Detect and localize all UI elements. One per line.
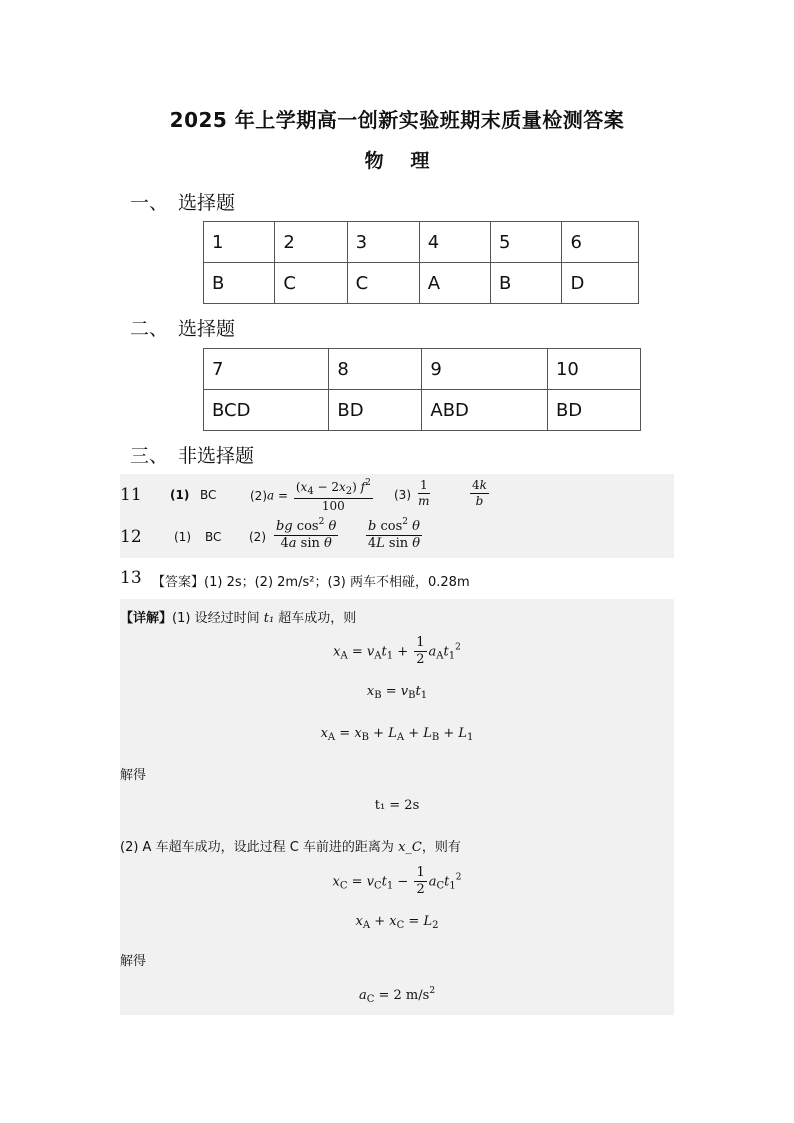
section-1-heading [130, 188, 235, 215]
q13-answer [152, 571, 470, 590]
q12-part2-label: (2) [249, 530, 266, 544]
question-number: 6 [562, 222, 639, 263]
answer-cell: B [204, 263, 275, 304]
question-number: 5 [491, 222, 562, 263]
subject-char-1: 物 [364, 150, 384, 172]
question-number: 10 [547, 349, 640, 390]
equation-xA: $x_A = v_At_1$ + $\frac{1}{2}$ $a_At_1^2$ [333, 635, 461, 668]
q13-part2-end: ，则有 [421, 840, 461, 855]
q13-answer-text: (1) 2s；(2) 2m/s²；(3) 两车不相碰，0.28m [204, 575, 470, 590]
q11-part1-answer: BC [200, 488, 217, 502]
solve-label-2: 解得 [120, 954, 147, 969]
section-1-label: 选择题 [178, 192, 236, 214]
section-2-heading [130, 314, 235, 341]
question-number: 8 [329, 349, 422, 390]
q13-detail-var: t₁ [263, 611, 275, 626]
equation-aC: $a_C = 2$ $m/s^2$ [358, 986, 436, 1005]
section-1-number: 一、 [130, 192, 169, 214]
question-number: 3 [347, 222, 419, 263]
section-3-label: 非选择题 [178, 445, 255, 467]
answer-cell: D [562, 263, 639, 304]
page-title: 2025 年上学期高一创新实验班期末质量检测答案 [169, 108, 625, 132]
q13-answer-tag: 【答案】 [152, 575, 205, 590]
answer-cell: BD [329, 390, 422, 431]
question-number: 1 [204, 222, 275, 263]
q13-detail-intro-text: (1) 设经过时间 [172, 611, 260, 626]
question-number: 4 [419, 222, 490, 263]
table-row [204, 263, 639, 304]
q11-formula-1-over-m: $\frac{1}{m}$ [418, 478, 430, 509]
q13-number: 13 [120, 568, 142, 588]
table-row [204, 390, 641, 431]
q13-part2-text [120, 836, 461, 855]
q13-part2-sentence: (2) A 车超车成功，设此过程 C 车前进的距离为 [120, 840, 394, 855]
q13-part2-var: x_C [398, 840, 422, 855]
q11-part2 [250, 478, 375, 514]
q12-part1-answer: BC [205, 530, 222, 544]
answer-cell: BD [547, 390, 640, 431]
subject-heading [0, 146, 794, 173]
answer-cell: C [275, 263, 347, 304]
q13-detail-tag: 【详解】 [120, 611, 173, 626]
q12-formula-1: $\frac{bg \cos^2 \theta}{\text{4a sin θ}}$ [276, 517, 337, 552]
solve-label-1: 解得 [120, 768, 147, 783]
equation-xB: $x_B = v_Bt_1$ [366, 684, 428, 701]
equation-t1: t₁ = 2s [374, 798, 420, 813]
answer-cell: BCD [204, 390, 329, 431]
q12-formula-2: $\frac{b \cos^2 \theta}{\text{4L sin θ}}$ [367, 517, 421, 552]
subject-char-2: 理 [410, 150, 430, 172]
equation-xA-sum: $x_A = x_B + L_A + L_B + L_1$ [320, 726, 474, 743]
equation-xA-plus-xC: $x_A + x_C = L_2$ [355, 914, 439, 931]
answer-cell: A [419, 263, 490, 304]
q11-formula-4k-over-b: $\frac{4k}{b}$ [472, 478, 487, 509]
question-number: 2 [275, 222, 347, 263]
question-number: 7 [204, 349, 329, 390]
q12-part1-label: (1) [174, 530, 191, 544]
q11-number: 11 [120, 485, 142, 505]
q11-part3-label: (3) [394, 488, 411, 502]
equation-xC: $x_C = v_Ct_1$ − $\frac{1}{2}$ $a_Ct_1^2$ [332, 865, 462, 898]
section-3-heading [130, 441, 254, 468]
answer-cell: B [491, 263, 562, 304]
section-2-number: 二、 [130, 318, 169, 340]
q11-part1-label: (1) [170, 488, 190, 502]
q12-number: 12 [120, 527, 142, 547]
table-row [204, 222, 639, 263]
table-row [204, 349, 641, 390]
answer-table-1 [203, 221, 639, 304]
answer-cell: C [347, 263, 419, 304]
section-2-label: 选择题 [178, 318, 236, 340]
q11-part2-label: (2) [250, 489, 267, 503]
q11-formula: a = $\frac{(x_4 - 2x_2) f^2}{100}$ [267, 477, 371, 513]
section-3-number: 三、 [130, 445, 169, 467]
q13-detail-intro-end: 超车成功，则 [278, 611, 357, 626]
question-number: 9 [422, 349, 548, 390]
answer-table-2 [203, 348, 641, 431]
q13-detail-intro [120, 607, 356, 626]
answer-cell: ABD [422, 390, 548, 431]
